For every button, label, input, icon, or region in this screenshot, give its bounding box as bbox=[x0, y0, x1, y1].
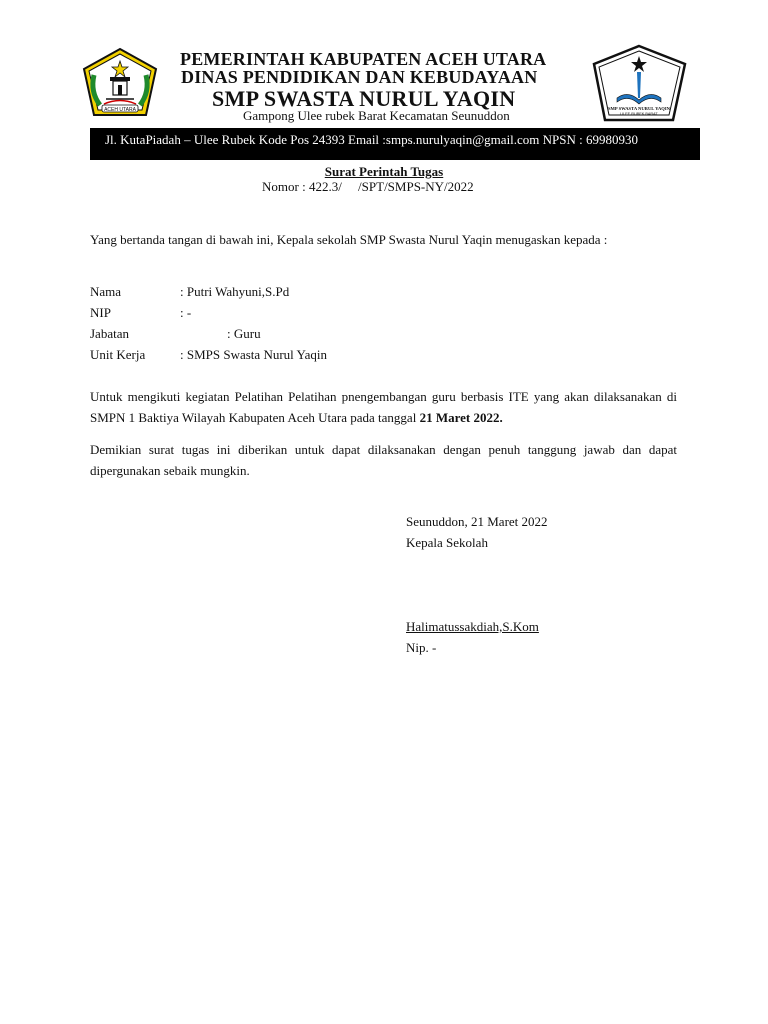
signer-name: Halimatussakdiah,S.Kom bbox=[406, 619, 539, 634]
field-row-jabatan bbox=[90, 326, 261, 342]
emblem-school-name: SMP SWASTA NURUL YAQIN bbox=[608, 106, 670, 111]
body-paragraph-2: Demikian surat tugas ini diberikan untuk dapat dilaksanakan dengan penuh tanggung jawab dan dapat dipergunakan sebaik mungkin. bbox=[90, 442, 677, 478]
field-value: : - bbox=[180, 305, 192, 320]
signer-position: Kepala Sekolah bbox=[406, 535, 488, 550]
event-date: 21 Maret 2022. bbox=[419, 410, 503, 425]
header-government: PEMERINTAH KABUPATEN ACEH UTARA bbox=[180, 49, 547, 69]
field-label: Nama bbox=[90, 284, 122, 299]
field-value: : SMPS Swasta Nurul Yaqin bbox=[180, 347, 328, 362]
intro-paragraph: Yang bertanda tangan di bawah ini, Kepala sekolah SMP Swasta Nurul Yaqin menugaskan kepada : bbox=[90, 232, 608, 247]
letter-title bbox=[0, 164, 768, 180]
header-village: Gampong Ulee rubek Barat Kecamatan Seunuddon bbox=[243, 108, 510, 123]
address-bar: Jl. KutaPiadah – Ulee Rubek Kode Pos 24393 Email :smps.nurulyaqin@gmail.com NPSN : 69980930 bbox=[90, 128, 700, 160]
field-row-nama bbox=[90, 284, 290, 300]
body-paragraph-1-text: Untuk mengikuti kegiatan Pelatihan Pelatihan pnengembangan guru berbasis ITE yang akan dilaksanakan di SMPN 1 Baktiya Wilayah Kabupaten Aceh Utara pada tanggal bbox=[90, 389, 677, 425]
field-value: : Guru bbox=[227, 326, 261, 341]
field-label: Jabatan bbox=[90, 326, 129, 341]
field-value: : Putri Wahyuni,S.Pd bbox=[180, 284, 290, 299]
school-emblem-icon bbox=[591, 44, 688, 122]
header-school-name: SMP SWASTA NURUL YAQIN bbox=[212, 86, 516, 111]
header-department: DINAS PENDIDIKAN DAN KEBUDAYAAN bbox=[181, 67, 538, 87]
place-date: Seunuddon, 21 Maret 2022 bbox=[406, 514, 548, 529]
field-row-unit-kerja bbox=[90, 347, 328, 363]
signer-nip: Nip. - bbox=[406, 640, 437, 655]
field-label: NIP bbox=[90, 305, 111, 320]
letter-title-text: Surat Perintah Tugas bbox=[324, 164, 444, 179]
field-label: Unit Kerja bbox=[90, 347, 146, 362]
emblem-village-name: ULEE RUBEK BARAT bbox=[620, 112, 658, 116]
letter-number: Nomor : 422.3/ /SPT/SMPS-NY/2022 bbox=[262, 179, 474, 194]
aceh-utara-emblem-icon bbox=[80, 47, 160, 119]
body-paragraph-1 bbox=[90, 386, 677, 428]
emblem-label: ACEH UTARA bbox=[104, 106, 136, 113]
field-row-nip bbox=[90, 305, 192, 321]
